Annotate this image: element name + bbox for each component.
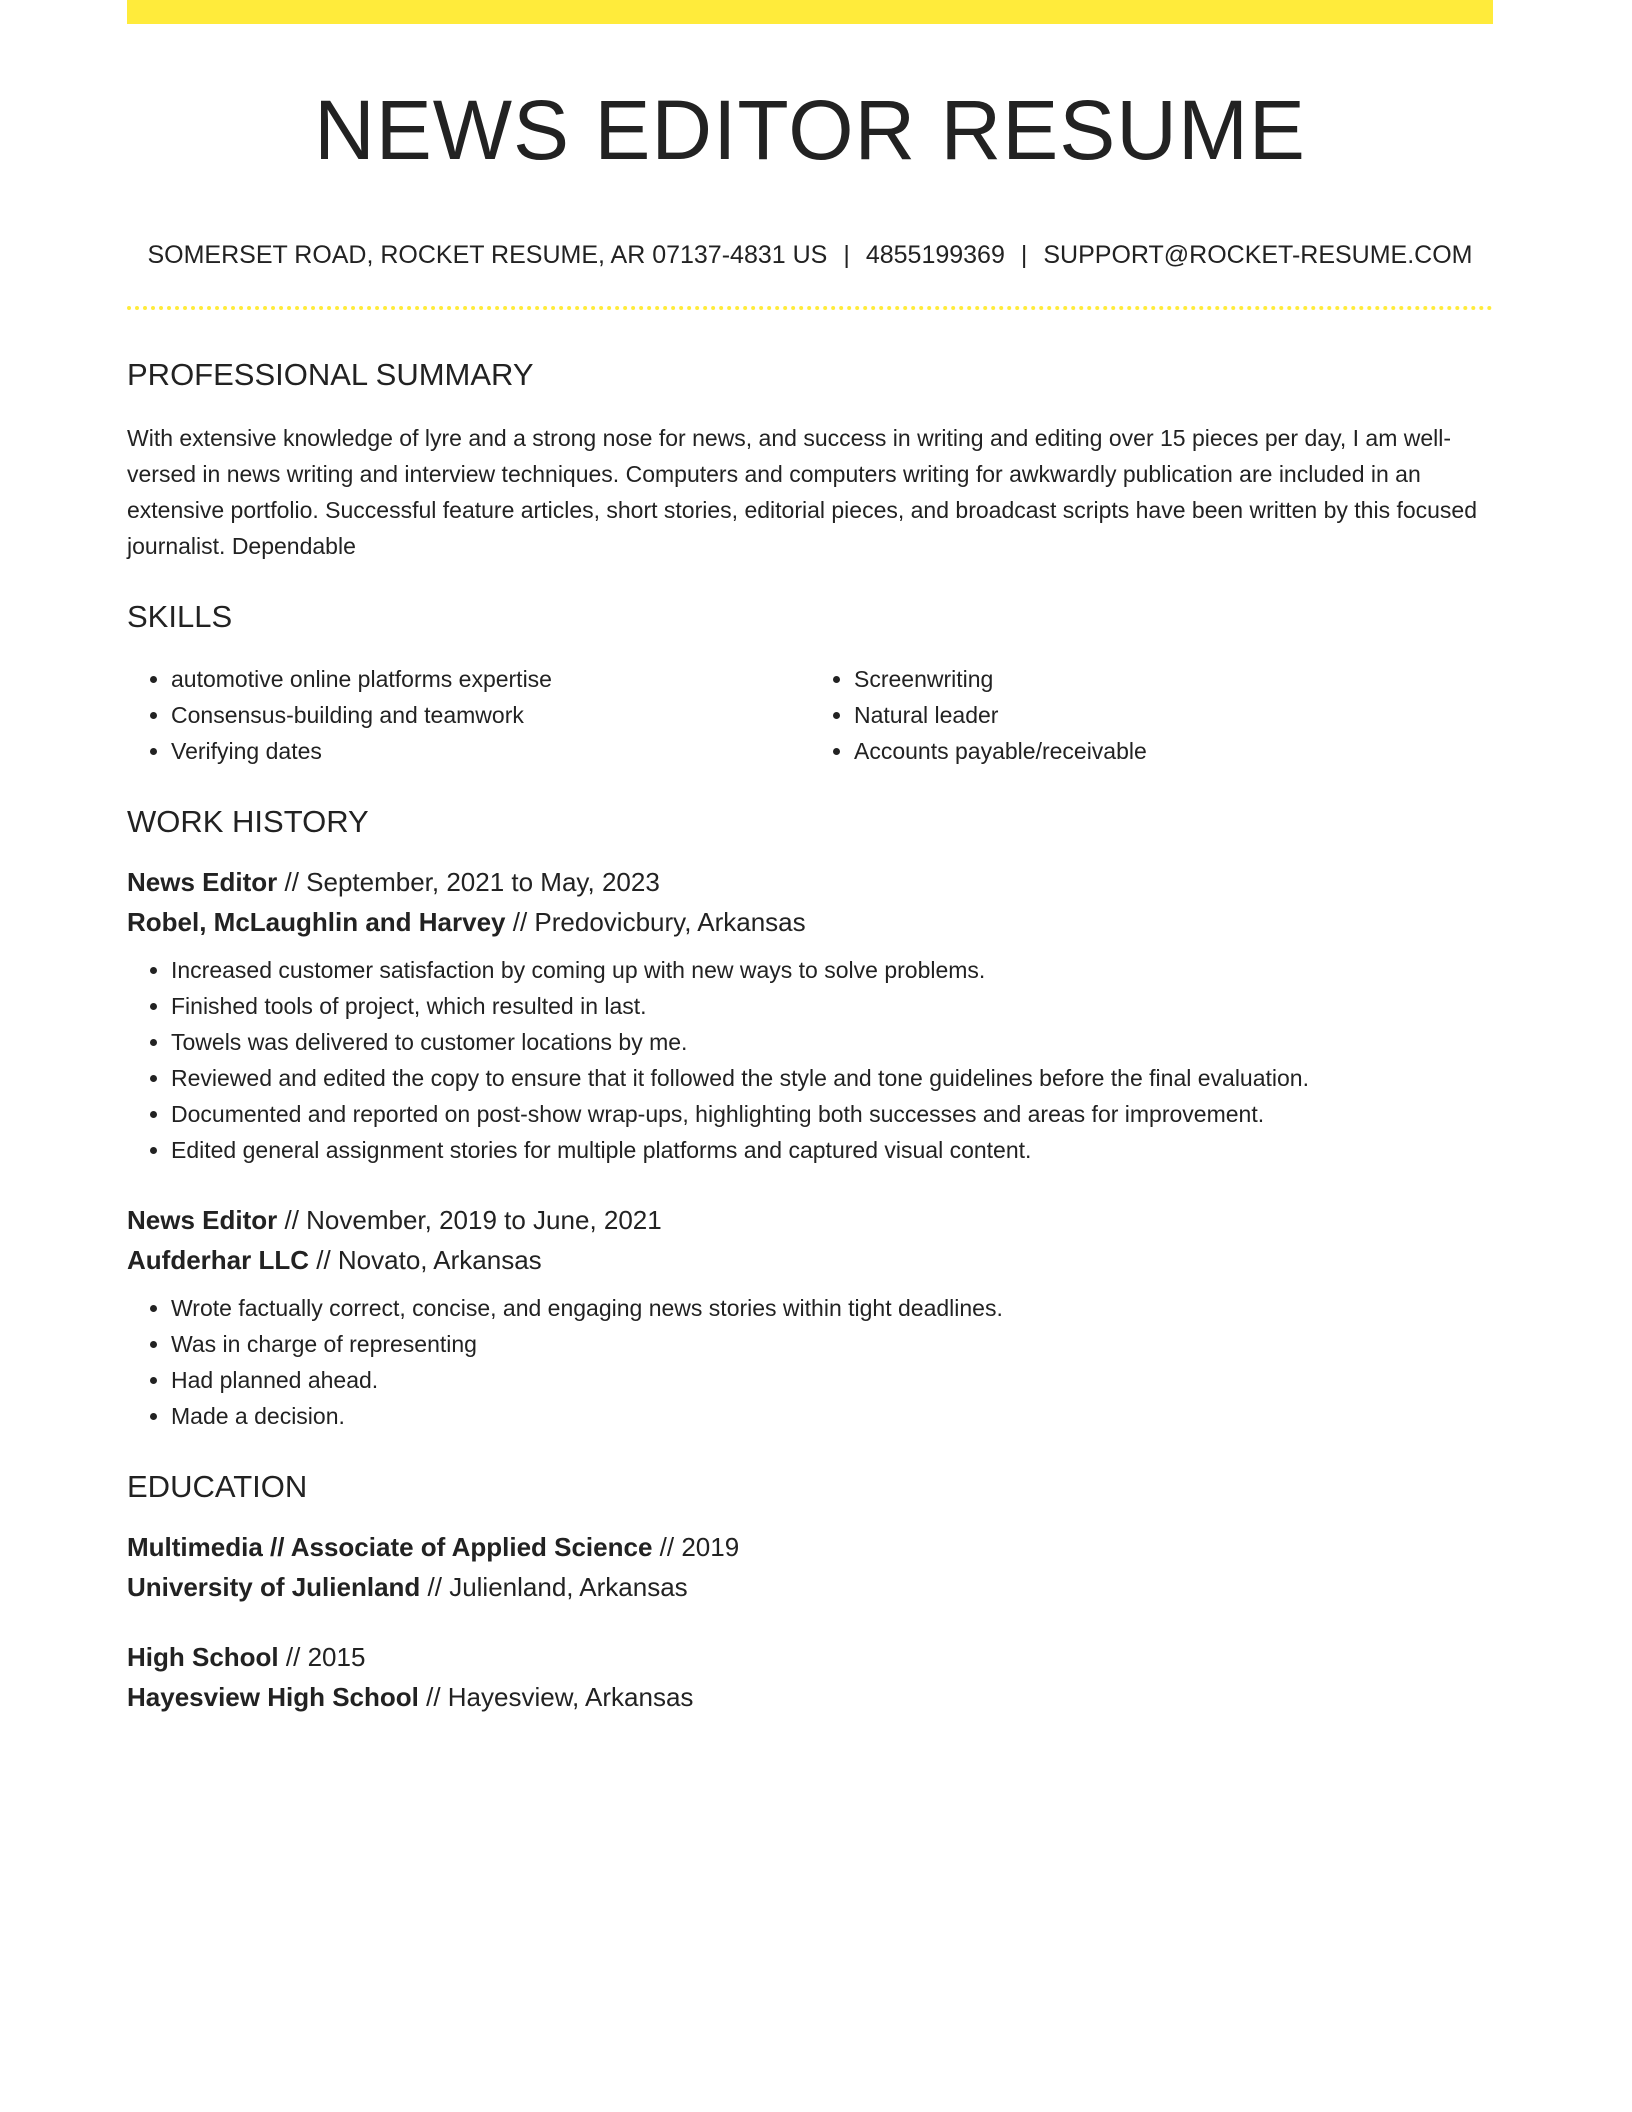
company-name: Robel, McLaughlin and Harvey (127, 906, 506, 937)
school-name: Hayesview High School (127, 1682, 419, 1713)
degree-name: High School (127, 1642, 279, 1673)
job-bullet: • Finished tools of project, which resulted in last. (171, 988, 1493, 1024)
company-line (127, 902, 1493, 942)
job-bullet: • Reviewed and edited the copy to ensure that it followed the style and tone guidelines before the final evaluation. (171, 1060, 1493, 1096)
skill-item: • automotive online platforms expertise (171, 661, 810, 697)
job-bullets (127, 1290, 1493, 1434)
company-name: Aufderhar LLC (127, 1244, 309, 1275)
skill-item: • Consensus-building and teamwork (171, 697, 810, 733)
skill-item: • Verifying dates (171, 733, 810, 769)
school-location: // Julienland, Arkansas (420, 1572, 688, 1603)
school-name: University of Julienland (127, 1572, 421, 1603)
skill-item: • Screenwriting (854, 661, 1493, 697)
job-title-line (127, 1200, 1493, 1240)
header-divider (127, 306, 1493, 310)
contact-phone: 4855199369 (865, 241, 1005, 270)
degree-year: // 2015 (278, 1642, 366, 1673)
job-bullets (127, 952, 1493, 1168)
education-entry (127, 1637, 1493, 1717)
contact-separator: | (1020, 241, 1028, 270)
job-bullet: • Documented and reported on post-show wrap-ups, highlighting both successes and areas for improvement. (171, 1096, 1493, 1132)
degree-line (127, 1527, 1493, 1567)
job-dates: // September, 2021 to May, 2023 (277, 866, 660, 897)
skills-heading: SKILLS (127, 598, 233, 634)
resume-page (127, 0, 1493, 1717)
contact-line (127, 240, 1493, 270)
job-title: News Editor (127, 1204, 278, 1235)
job-entry (127, 862, 1493, 1168)
education-entry (127, 1527, 1493, 1607)
contact-email: SUPPORT@ROCKET-RESUME.COM (1043, 241, 1473, 270)
skills-column-left (127, 661, 810, 769)
contact-address: SOMERSET ROAD, ROCKET RESUME, AR 07137-4831 US (147, 241, 828, 270)
job-title-line (127, 862, 1493, 902)
job-bullet: • Increased customer satisfaction by coming up with new ways to solve problems. (171, 952, 1493, 988)
skill-item: • Natural leader (854, 697, 1493, 733)
degree-year: // 2019 (652, 1532, 740, 1563)
skills-column-right (810, 661, 1493, 769)
degree-line (127, 1637, 1493, 1677)
job-bullet: • Towels was delivered to customer locations by me. (171, 1024, 1493, 1060)
accent-bar (127, 0, 1493, 24)
school-location: // Hayesview, Arkansas (418, 1682, 694, 1713)
skills-list (127, 661, 1493, 769)
company-location: // Novato, Arkansas (309, 1244, 542, 1275)
skill-item: • Accounts payable/receivable (854, 733, 1493, 769)
resume-title: NEWS EDITOR RESUME (314, 83, 1306, 177)
job-bullet: • Was in charge of representing (171, 1326, 1493, 1362)
job-bullet: • Wrote factually correct, concise, and engaging news stories within tight deadlines. (171, 1290, 1493, 1326)
school-line (127, 1567, 1493, 1607)
job-bullet: • Made a decision. (171, 1398, 1493, 1434)
job-bullet: • Had planned ahead. (171, 1362, 1493, 1398)
job-entry (127, 1200, 1493, 1434)
job-dates: // November, 2019 to June, 2021 (277, 1204, 662, 1235)
job-bullet: • Edited general assignment stories for multiple platforms and captured visual content. (171, 1132, 1493, 1168)
summary-heading: PROFESSIONAL SUMMARY (127, 357, 534, 393)
contact-separator: | (843, 241, 850, 270)
degree-name: Multimedia // Associate of Applied Science (127, 1532, 653, 1563)
company-location: // Predovicbury, Arkansas (505, 906, 806, 937)
school-line (127, 1677, 1493, 1717)
summary-text: With extensive knowledge of lyre and a strong nose for news, and success in writing and editing over 15 pieces per day, I am well-versed in news writing and interview techniques. Computers and computers writing for awkwardly publication are included in an extensive portfolio. Successful feature articles, short stories, editorial pieces, and broadcast scripts have been written by this focused journalist. Dependable (127, 424, 1478, 559)
job-title: News Editor (127, 866, 278, 897)
education-heading: EDUCATION (127, 1468, 308, 1504)
work-history-heading: WORK HISTORY (127, 803, 369, 839)
company-line (127, 1240, 1493, 1280)
